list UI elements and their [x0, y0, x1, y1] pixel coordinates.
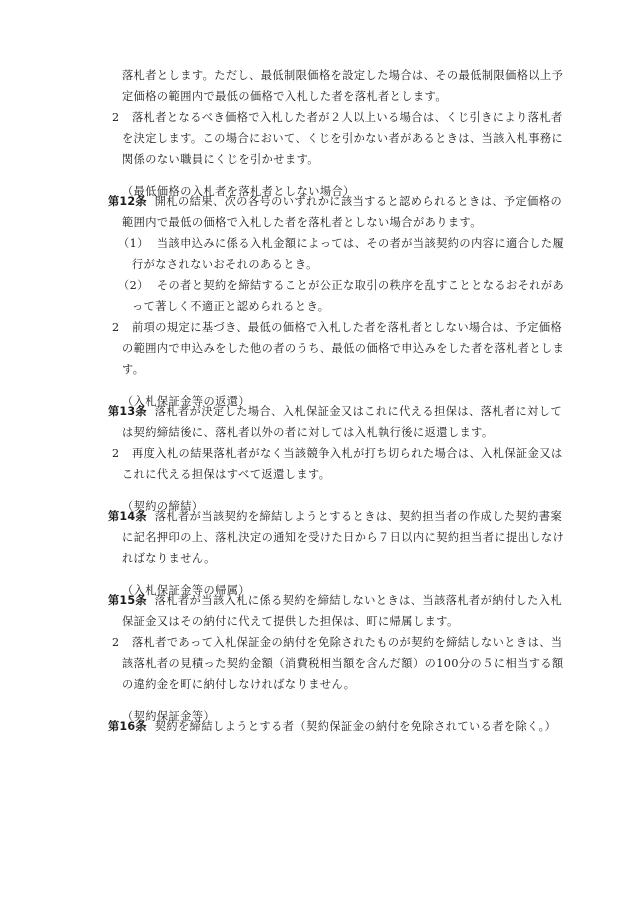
article-text: 契約を締結しようとする者（契約保証金の納付を免除されている者を除く。）: [154, 720, 557, 733]
article-caption: （契約の締結）: [122, 500, 204, 514]
article-label: 第15条: [108, 594, 147, 607]
article-line: [108, 720, 556, 734]
paragraph-line: [112, 447, 563, 461]
article-text: 開札の結果、次の各号のいずれかに該当すると認められるときは、予定価格の: [154, 195, 563, 208]
text-line: 範囲内で最低の価格で入札した者を落札者としない場合があります。: [122, 216, 482, 229]
text-line: の範囲内で申込みをした他の者のうち、最低の価格で申込みをした者を落札者としま: [122, 342, 565, 355]
text-line: 関係のない職員にくじを引かせます。: [122, 153, 319, 166]
article-label: 第16条: [108, 720, 147, 733]
paragraph-line: [112, 636, 562, 650]
article-caption: （最低価格の入札者を落札者としない場合）: [122, 185, 355, 199]
article-caption: （契約保証金等）: [122, 710, 216, 724]
item-text: 当該申込みに係る入札金額によっては、その者が当該契約の内容に適合した履: [156, 237, 565, 250]
text-line: ればなりません。: [122, 552, 216, 565]
article-text: 落札者が決定した場合、入札保証金又はこれに代える担保は、落札者に対して: [154, 405, 563, 418]
item-number: （1）: [118, 237, 149, 250]
article-caption: （入札保証金等の返還）: [122, 395, 251, 409]
text-line: を決定します。この場合において、くじを引かない者があるときは、当該入札事務に: [122, 132, 564, 145]
text-line: に記名押印の上、落札決定の通知を受けた日から７日以内に契約担当者に提出しなけ: [122, 531, 565, 544]
article-text: 落札者が当該入札に係る契約を締結しないときは、当該落札者が納付した入札: [154, 594, 563, 607]
text-line: は契約締結後に、落札者以外の者に対しては入札執行後に返還します。: [122, 426, 494, 439]
paragraph-number: 2: [112, 447, 120, 460]
paragraph-text: 前項の規定に基づき、最低の価格で入札した者を落札者としない場合は、予定価格: [132, 321, 563, 334]
item-number: （2）: [118, 279, 149, 292]
text-line: これに代える担保はすべて返還します。: [122, 468, 331, 481]
article-label: 第12条: [108, 195, 147, 208]
article-line: [108, 594, 562, 608]
article-line: [108, 405, 562, 419]
text-line: の違約金を町に納付しなければなりません。: [122, 678, 356, 691]
text-line: 定価格の範囲内で最低の価格で入札した者を落札者とします。: [122, 90, 447, 103]
paragraph-text: 落札者であって入札保証金の納付を免除されたものが契約を締結しないときは、当: [132, 636, 563, 649]
item-text: その者と契約を締結することが公正な取引の秩序を乱すこととなるおそれがあ: [156, 279, 565, 292]
text-line: 保証金又はその納付に代えて提供した担保は、町に帰属します。: [122, 615, 459, 628]
article-caption: （入札保証金等の帰属）: [122, 584, 251, 598]
article-label: 第13条: [108, 405, 147, 418]
paragraph-number: 2: [112, 111, 120, 124]
paragraph-line: [112, 321, 562, 335]
text-line: 行がなされないおそれのあるとき。: [132, 258, 318, 271]
text-line: 落札者とします。ただし、最低制限価格を設定した場合は、その最低制限価格以上予: [122, 69, 564, 82]
item-line: [118, 237, 564, 251]
text-line: 該落札者の見積った契約金額（消費税相当額を含んだ額）の100分の５に相当する額: [122, 657, 564, 670]
paragraph-number: 2: [112, 321, 120, 334]
article-text: 落札者が当該契約を締結しようとするときは、契約担当者の作成した契約書案: [154, 510, 563, 523]
text-line: す。: [122, 363, 145, 376]
paragraph-number: 2: [112, 636, 120, 649]
text-line: って著しく不適正と認められるとき。: [132, 300, 330, 313]
item-line: [118, 279, 564, 293]
article-line: [108, 510, 562, 524]
paragraph-text: 再度入札の結果落札者がなく当該競争入札が打ち切られた場合は、入札保証金又は: [132, 447, 563, 460]
article-line: [108, 195, 562, 209]
paragraph-text: 落札者となるべき価格で入札した者が２人以上いる場合は、くじ引きにより落札者: [132, 111, 563, 124]
article-label: 第14条: [108, 510, 147, 523]
paragraph-line: [112, 111, 563, 125]
